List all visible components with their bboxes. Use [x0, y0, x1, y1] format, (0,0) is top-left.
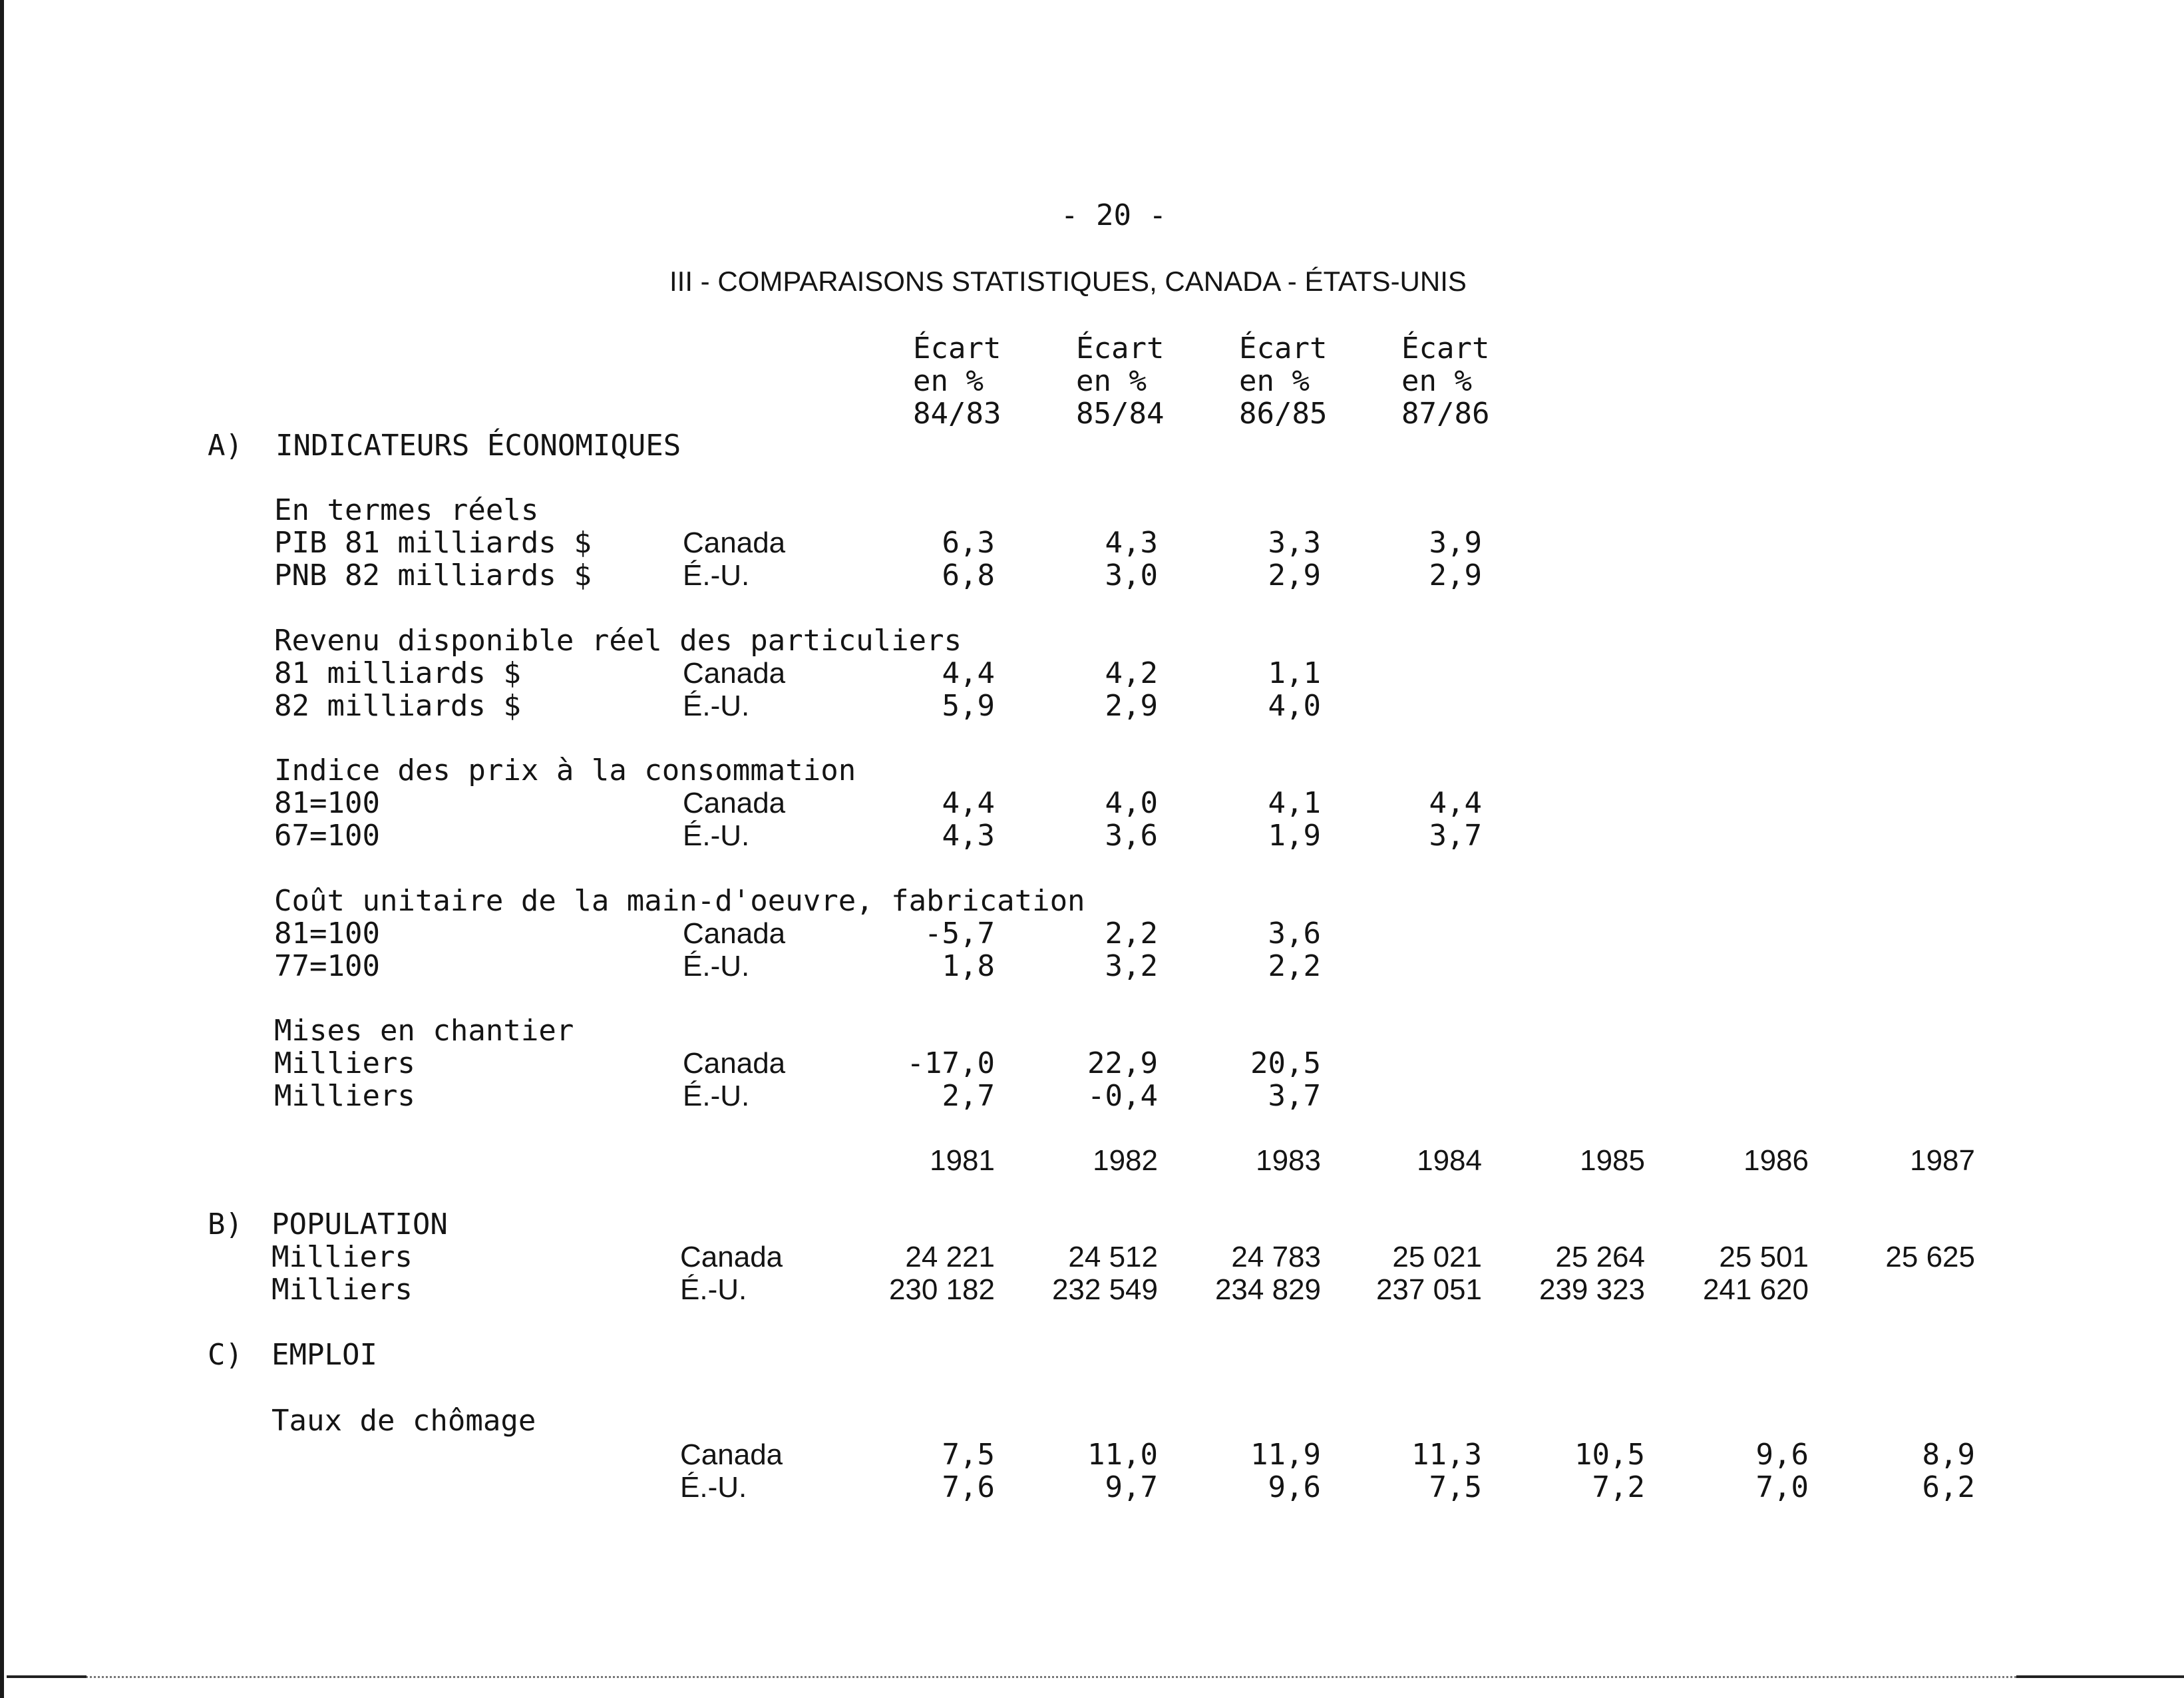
column-header-line: Écart	[1076, 331, 1165, 365]
table-cell: 1,9	[1268, 819, 1321, 853]
table-cell: 239 323	[1539, 1273, 1645, 1306]
table-cell: -0,4	[1087, 1079, 1158, 1113]
table-cell: 230 182	[888, 1273, 995, 1306]
table-cell: 2,7	[942, 1079, 995, 1113]
table-cell: 6,3	[942, 526, 995, 560]
table-cell: 232 549	[1051, 1273, 1158, 1306]
table-cell: 3,9	[1429, 526, 1482, 560]
page-title: III - COMPARAISONS STATISTIQUES, CANADA - ÉTATS-UNIS	[669, 266, 1467, 297]
table-cell: 11,3	[1411, 1438, 1482, 1472]
row-country: Canada	[680, 1241, 783, 1273]
table-cell: 1,8	[942, 949, 995, 983]
table-cell: 237 051	[1375, 1273, 1482, 1306]
scan-bottom-edge-mark	[7, 1675, 87, 1678]
section-heading: POPULATION	[272, 1207, 448, 1241]
table-cell: 24 512	[1068, 1241, 1158, 1273]
table-cell: 9,6	[1755, 1438, 1809, 1472]
table-cell: -5,7	[924, 917, 995, 951]
table-cell: 10,5	[1574, 1438, 1645, 1472]
row-label: PIB 81 milliards $	[274, 526, 592, 560]
table-cell: 3,7	[1429, 819, 1482, 853]
row-country: Canada	[683, 787, 786, 819]
group-title: Coût unitaire de la main-d'oeuvre, fabrication	[274, 884, 1085, 918]
table-cell: 241 620	[1702, 1273, 1809, 1306]
group-title: Mises en chantier	[274, 1014, 574, 1048]
table-cell: 4,4	[942, 786, 995, 820]
table-cell: 4,3	[942, 819, 995, 853]
year-header: 1983	[1256, 1144, 1321, 1177]
table-cell: 4,0	[1268, 689, 1321, 723]
table-cell: 2,2	[1105, 917, 1158, 951]
table-cell: 22,9	[1087, 1046, 1158, 1080]
section-heading: EMPLOI	[272, 1338, 377, 1372]
row-label: 81=100	[274, 917, 380, 951]
table-cell: 11,0	[1087, 1438, 1158, 1472]
year-header: 1986	[1743, 1144, 1809, 1177]
scan-bottom-edge-mark	[2016, 1675, 2184, 1678]
scan-bottom-edge	[7, 1676, 2184, 1678]
row-label: 81=100	[274, 786, 380, 820]
table-cell: 25 021	[1392, 1241, 1482, 1273]
row-country: Canada	[683, 657, 786, 690]
table-cell: 2,9	[1105, 689, 1158, 723]
row-country: É.-U.	[683, 559, 750, 592]
table-cell: 7,5	[942, 1438, 995, 1472]
table-cell: 2,9	[1429, 558, 1482, 592]
table-cell: 4,4	[1429, 786, 1482, 820]
year-header: 1982	[1093, 1144, 1158, 1177]
section-marker: B)	[208, 1207, 243, 1241]
row-country: É.-U.	[680, 1273, 747, 1306]
group-title: En termes réels	[274, 493, 539, 527]
year-header: 1984	[1417, 1144, 1482, 1177]
row-country: É.-U.	[683, 1080, 750, 1112]
table-cell: 234 829	[1214, 1273, 1321, 1306]
table-cell: 4,4	[942, 656, 995, 690]
year-header: 1987	[1910, 1144, 1975, 1177]
table-cell: 3,0	[1105, 558, 1158, 592]
table-cell: 3,6	[1105, 819, 1158, 853]
table-cell: 20,5	[1250, 1046, 1321, 1080]
row-label: Milliers	[272, 1273, 413, 1307]
table-cell: 11,9	[1250, 1438, 1321, 1472]
page-number: - 20 -	[1061, 198, 1167, 232]
table-cell: 5,9	[942, 689, 995, 723]
year-header: 1985	[1580, 1144, 1645, 1177]
column-header-line: 87/86	[1401, 397, 1490, 431]
group-title: Indice des prix à la consommation	[274, 753, 856, 787]
row-country: Canada	[680, 1438, 783, 1471]
row-label: 81 milliards $	[274, 656, 521, 690]
table-cell: 3,6	[1268, 917, 1321, 951]
row-country: Canada	[683, 917, 786, 950]
row-label: 82 milliards $	[274, 689, 521, 723]
table-cell: 3,3	[1268, 526, 1321, 560]
table-cell: 7,6	[942, 1470, 995, 1504]
table-cell: 4,1	[1268, 786, 1321, 820]
table-cell: 25 264	[1555, 1241, 1645, 1273]
row-country: É.-U.	[683, 690, 750, 722]
row-country: Canada	[683, 527, 786, 559]
column-header-line: en %	[1239, 364, 1310, 398]
group-title: Revenu disponible réel des particuliers	[274, 624, 962, 658]
row-label: 77=100	[274, 949, 380, 983]
row-country: É.-U.	[680, 1471, 747, 1504]
table-cell: 4,0	[1105, 786, 1158, 820]
table-cell: 24 783	[1231, 1241, 1321, 1273]
row-country: É.-U.	[683, 819, 750, 852]
column-header-line: en %	[1076, 364, 1147, 398]
table-cell: 4,2	[1105, 656, 1158, 690]
year-header: 1981	[930, 1144, 995, 1177]
section-marker: A)	[208, 429, 243, 463]
table-cell: 4,3	[1105, 526, 1158, 560]
table-cell: -17,0	[906, 1046, 995, 1080]
row-label: Milliers	[274, 1046, 415, 1080]
table-cell: 3,2	[1105, 949, 1158, 983]
table-cell: 9,6	[1268, 1470, 1321, 1504]
row-label: 67=100	[274, 819, 380, 853]
column-header-line: en %	[1401, 364, 1472, 398]
column-header-line: 86/85	[1239, 397, 1328, 431]
column-header-line: Écart	[1401, 331, 1490, 365]
table-cell: 24 221	[905, 1241, 995, 1273]
row-label: Milliers	[272, 1240, 413, 1274]
scan-left-edge	[0, 0, 4, 1698]
row-label: Milliers	[274, 1079, 415, 1113]
table-cell: 3,7	[1268, 1079, 1321, 1113]
table-cell: 2,9	[1268, 558, 1321, 592]
column-header-line: Écart	[913, 331, 1001, 365]
table-cell: 8,9	[1922, 1438, 1975, 1472]
table-cell: 6,8	[942, 558, 995, 592]
row-label: PNB 82 milliards $	[274, 558, 592, 592]
table-cell: 7,2	[1592, 1470, 1645, 1504]
table-cell: 6,2	[1922, 1470, 1975, 1504]
column-header-line: 84/83	[913, 397, 1001, 431]
table-cell: 2,2	[1268, 949, 1321, 983]
table-cell: 25 625	[1885, 1241, 1975, 1273]
table-cell: 7,0	[1755, 1470, 1809, 1504]
section-marker: C)	[208, 1338, 243, 1372]
column-header-line: Écart	[1239, 331, 1328, 365]
table-cell: 1,1	[1268, 656, 1321, 690]
row-country: Canada	[683, 1047, 786, 1080]
table-cell: 25 501	[1719, 1241, 1809, 1273]
column-header-line: 85/84	[1076, 397, 1165, 431]
column-header-line: en %	[913, 364, 984, 398]
group-title: Taux de chômage	[272, 1404, 536, 1438]
row-country: É.-U.	[683, 950, 750, 982]
table-cell: 9,7	[1105, 1470, 1158, 1504]
section-heading: INDICATEURS ÉCONOMIQUES	[275, 429, 681, 463]
table-cell: 7,5	[1429, 1470, 1482, 1504]
